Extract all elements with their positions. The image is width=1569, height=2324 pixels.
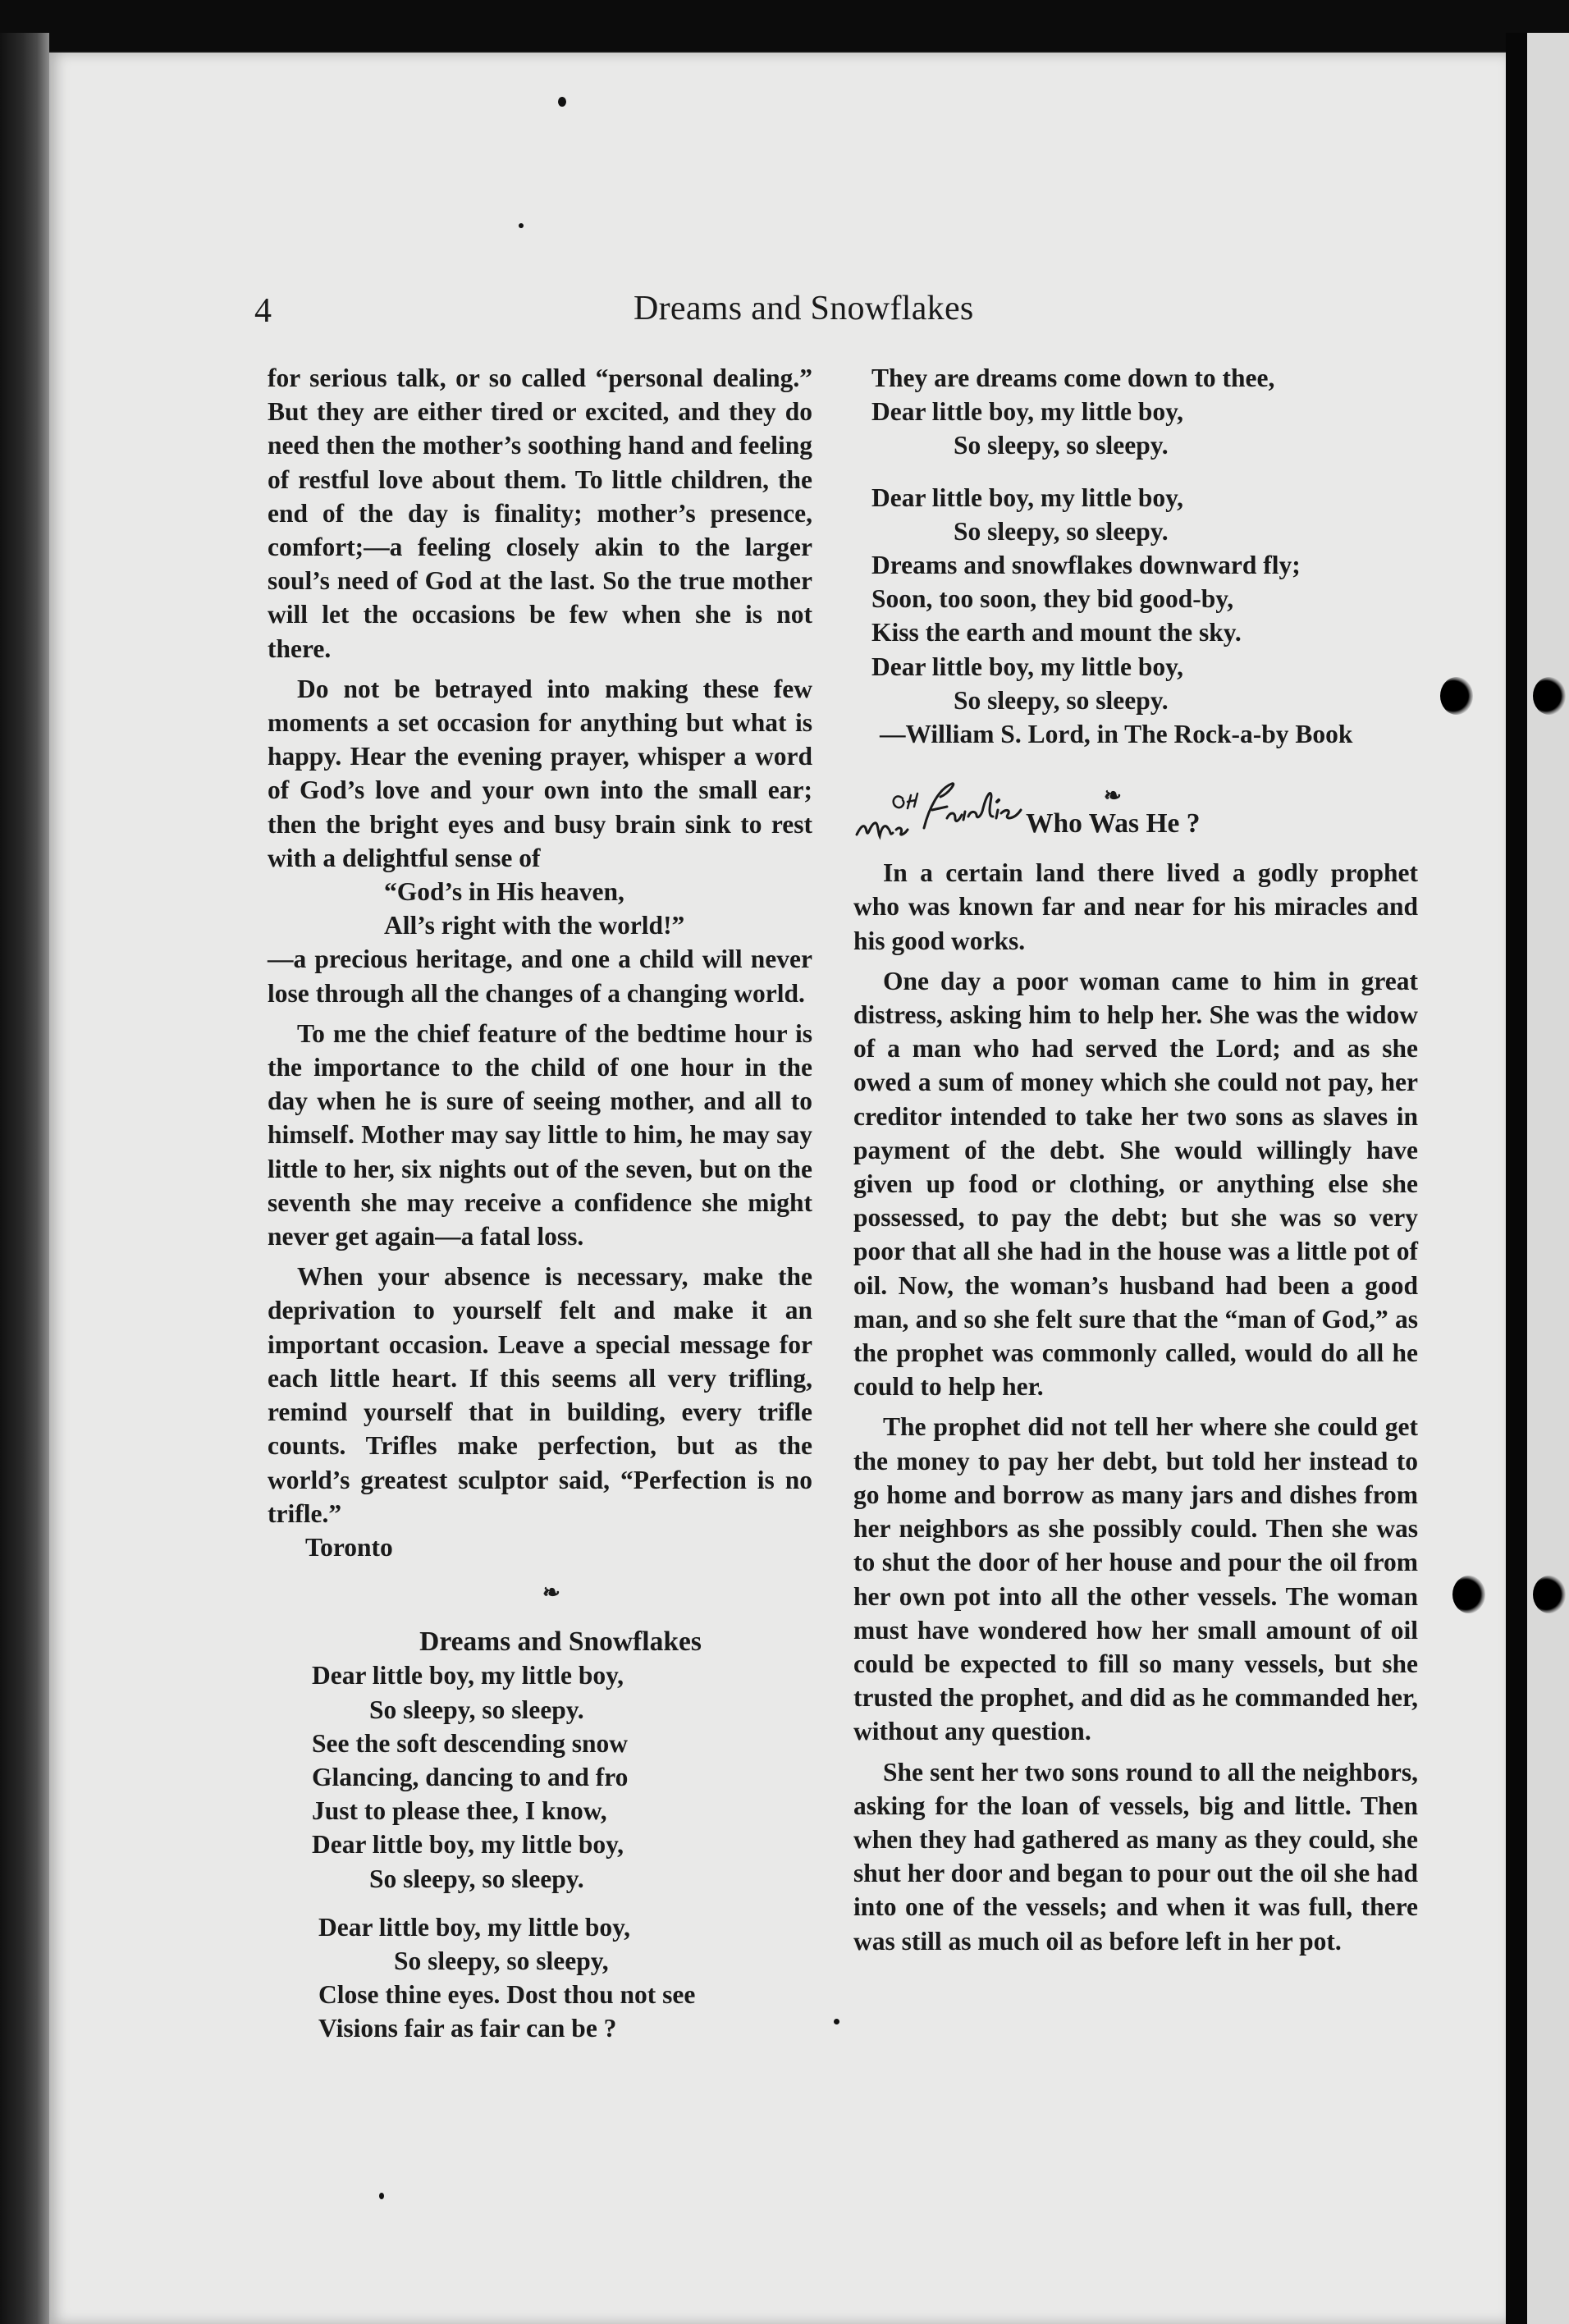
binding-hole: [1440, 677, 1473, 715]
binding-hole: [1533, 1576, 1566, 1613]
scan-speck: [558, 97, 566, 107]
paragraph: Do not be betrayed into making these few moments a set occasion for anything but what is happy. Hear the evening prayer, whisper a word of God’s love and your own into the small ear; then the bright eyes and busy brain sink to rest with a delightful sense of: [268, 674, 812, 872]
stanza-gap: [853, 463, 1418, 481]
story-title: Who Was He ?: [1026, 808, 1201, 839]
verse-line: Just to please thee, I know,: [312, 1796, 607, 1826]
verse-line: So sleepy, so sleepy.: [369, 1864, 584, 1893]
adjacent-page-strip: [1527, 33, 1569, 2324]
page-left-edge: [0, 33, 49, 2324]
verse-line: So sleepy, so sleepy.: [954, 685, 1169, 715]
verse-line: Visions fair as fair can be ?: [318, 2014, 617, 2043]
poem-stanza: [268, 1910, 812, 2046]
handwritten-signature: [853, 759, 1050, 858]
paragraph: To me the chief feature of the bedtime hour is the importance to the child of one hour in the day when he is sure of seeing mother, and all to himself. Mother may say little to him, he may say little to her, six nights out of the seven, but on the seventh she may receive a confidence she might never get again—a fatal loss.: [268, 1018, 812, 1251]
verse-line: Glancing, dancing to and fro: [312, 1762, 629, 1791]
verse-line: Dreams and snowflakes downward fly;: [871, 551, 1301, 580]
verse-line: Dear little boy, my little boy,: [312, 1830, 624, 1860]
right-column: [853, 361, 1418, 1965]
scan-top-border: [0, 0, 1569, 51]
paragraph: for serious talk, or so called “personal dealing.” But they are either tired or excited, and they do need then the mother’s soothing hand and feeling of restful love about them. To little children, the end of the day is finality; mother’s presence, comfort;—a feeling closely akin to the larger soul’s need of God at the last. So the true mother will let the occasions be few when she is not there.: [268, 364, 812, 663]
attribution: —William S. Lord, in The Rock-a-by Book: [880, 720, 1353, 749]
verse-line: So sleepy, so sleepy.: [954, 516, 1169, 546]
verse-line: So sleepy, so sleepy.: [369, 1695, 584, 1724]
page-number: 4: [254, 292, 272, 330]
paragraph: —a precious heritage, and one a child will never lose through all the changes of a changing world.: [268, 945, 812, 1008]
poem-stanza: [268, 1658, 812, 1895]
poem-continued: [853, 361, 1418, 463]
ornament-icon: ❧: [1104, 784, 1122, 808]
verse-line: Dear little boy, my little boy,: [318, 1912, 630, 1942]
story-heading-row: [853, 751, 1418, 856]
stanza-gap: [268, 1896, 812, 1910]
scan-speck: [519, 223, 524, 228]
paragraph: One day a poor woman came to him in great distress, asking him to help her. She was the widow of a man who had served the Lord; and as she owed a sum of money which she could not pay, her creditor intended to take her two sons as slaves in payment of the debt. She would willingly have given up food or clothing, or anything else she possessed, to pay the debt; but she was so very poor that all she had in the house was a little pot of oil. Now, the woman’s husband had been a good man, and so she felt sure that the “man of God,” as the prophet was commonly called, would do all he could to help her.: [853, 966, 1418, 1402]
paragraph: In a certain land there lived a godly prophet who was known far and near for his miracles and his good works.: [853, 858, 1418, 955]
verse-line: Dear little boy, my little boy,: [871, 483, 1183, 512]
verse-line: Dear little boy, my little boy,: [312, 1661, 624, 1690]
binding-hole: [1452, 1576, 1485, 1613]
verse-line: Dear little boy, my little boy,: [871, 652, 1183, 681]
verse-line: See the soft descending snow: [312, 1728, 629, 1758]
paragraph: She sent her two sons round to all the neighbors, asking for the loan of vessels, big and little. Then when they had gathered as many as they could, she shut her door and began to pour out the oil she had into one of the vessels; and when it was full, there was still as much oil as before left in her pot.: [853, 1757, 1418, 1956]
running-head: Dreams and Snowflakes: [634, 290, 974, 327]
quote-line: All’s right with the world!”: [384, 911, 685, 940]
scan-speck: [834, 2019, 839, 2024]
verse-line: So sleepy, so sleepy.: [954, 431, 1169, 460]
poem-continued: [853, 481, 1418, 717]
verse-line: Kiss the earth and mount the sky.: [871, 618, 1242, 647]
verse-line: Dear little boy, my little boy,: [871, 397, 1183, 427]
poem-title: Dreams and Snowflakes: [419, 1626, 702, 1658]
page-gutter: [1506, 33, 1527, 2324]
paragraph: When your absence is necessary, make the deprivation to yourself felt and make it an important occasion. Leave a special message for each little heart. If this seems all very trifling, remind yourself that in building, every trifle counts. Trifles make perfection, but as the world’s greatest sculptor said, “Perfection is no trifle.”: [268, 1262, 812, 1528]
scan-speck: [379, 2193, 384, 2199]
verse-line: Close thine eyes. Dost thou not see: [318, 1980, 696, 2010]
ornament-icon: ❧: [542, 1581, 560, 1605]
signoff: Toronto: [305, 1532, 393, 1562]
verse-line: So sleepy, so sleepy,: [394, 1946, 609, 1975]
section-ornament: [268, 1564, 812, 1625]
verse-line: Soon, too soon, they bid good-by,: [871, 584, 1234, 614]
quote-line: “God’s in His heaven,: [384, 877, 624, 907]
verse-line: They are dreams come down to thee,: [871, 364, 1275, 392]
left-column: [268, 361, 812, 2046]
binding-hole: [1533, 677, 1566, 715]
paragraph: The prophet did not tell her where she could get the money to pay her debt, but told her instead to go home and borrow as many jars and dishes from her neighbors as she possibly could. Then she was to shut the door of her house and pour the oil from her own pot into all the other vessels. The woman must have wondered how her small amount of oil could be expected to fill so many vessels, but she trusted the prophet, and did as he commanded her, without any question.: [853, 1412, 1418, 1746]
